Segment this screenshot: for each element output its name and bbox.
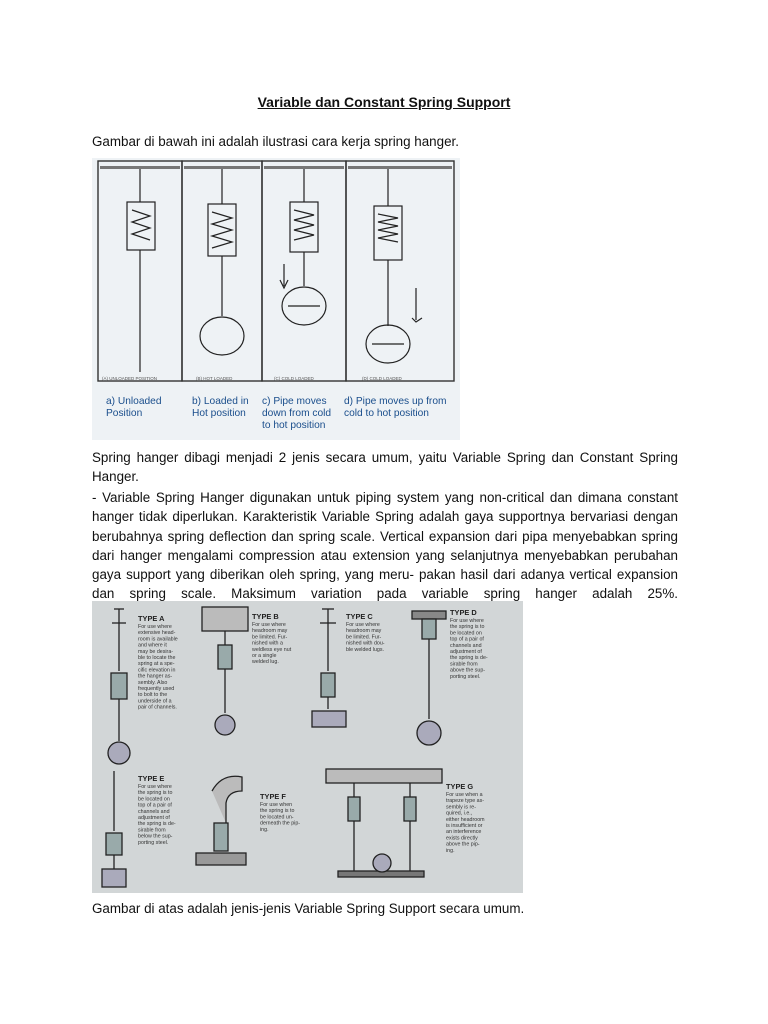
type-desc-line: quired, i.e., xyxy=(446,810,473,817)
paragraph-variable-spring: - Variable Spring Hanger digunakan untuk piping system yang non-critical dan dimana constant hanger tidak diperlukan. Karakteristik Variable Spring adalah gaya supportnya bervariasi dengan berubahnya spring deflection dan spring scale. Vertical expansion dari pipa menyebabkan spring dari hanger mengalami compression atau extension yang selanjutnya menyebabkan perubahan gaya support yang diberikan oleh spring, yang meru- pakan hasil dari adanya vertical expansion dan spring scale. Maksimum variation pada variable spring hanger adalah 25%. xyxy=(92,490,678,602)
type-desc-line: extensive head- xyxy=(138,630,176,637)
type-desc-line: underside of a xyxy=(138,698,172,705)
fig1-label-a-line2: Position xyxy=(106,408,143,419)
type-desc-line: derneath the pip- xyxy=(260,820,301,827)
type-desc-line: exists directly xyxy=(446,835,478,842)
type-desc-line: may be desira- xyxy=(138,648,174,655)
type-desc-line: room is available xyxy=(138,636,178,643)
type-desc-line: porting steel. xyxy=(450,673,481,680)
type-desc-line: welded lug. xyxy=(252,659,279,666)
type-desc-line: above the sup- xyxy=(450,667,486,674)
fig1-label-a-line1: a) Unloaded xyxy=(106,396,162,407)
type-desc-line: headroom may xyxy=(346,628,382,635)
type-desc-line: spring at a spe- xyxy=(138,661,175,668)
type-desc-line: or a single xyxy=(252,653,277,659)
type-title-d: TYPE D xyxy=(450,608,477,617)
type-desc-line: the hanger as- xyxy=(138,673,173,680)
type-desc-line: porting steel. xyxy=(138,839,169,846)
type-desc-line: sembly. Also xyxy=(138,679,168,686)
type-desc-line: to bolt to the xyxy=(138,692,168,699)
fig1-label-b-line2: Hot position xyxy=(192,408,246,419)
type-desc-line: be limited. Fur- xyxy=(252,634,288,641)
type-desc-line: sembly is re- xyxy=(446,804,477,811)
type-desc-line: headroom may xyxy=(252,628,288,635)
type-title-e: TYPE E xyxy=(138,774,165,783)
type-desc-line: For use where xyxy=(450,618,484,624)
type-title-a: TYPE A xyxy=(138,614,165,623)
fig1-small-label-d: (D) COLD LOADED xyxy=(362,376,402,381)
type-desc-line: either headroom xyxy=(446,816,485,823)
type-desc-line: the spring is de- xyxy=(138,821,176,828)
type-title-c: TYPE C xyxy=(346,612,373,621)
type-desc-line: be limited. Fur- xyxy=(346,634,382,641)
type-desc-line: an interference xyxy=(446,829,482,836)
type-desc-line: be located on xyxy=(138,796,170,803)
type-title-g: TYPE G xyxy=(446,782,474,791)
caption-spring-types: Gambar di atas adalah jenis-jenis Variable Spring Support secara umum. xyxy=(92,901,525,916)
type-desc-line: nished with dou- xyxy=(346,640,385,647)
type-desc-line: For use where xyxy=(252,622,286,628)
type-desc-line: sirable from xyxy=(138,827,166,834)
type-desc-line: the spring is to xyxy=(260,808,295,815)
type-desc-line: be located on xyxy=(450,630,482,637)
type-desc-line: top of a pair of xyxy=(138,802,172,809)
type-desc-line: be located un- xyxy=(260,814,294,821)
type-desc-line: ble to locate the xyxy=(138,655,176,661)
type-desc-line: trapeze type as- xyxy=(446,798,484,805)
type-desc-line: top of a pair of xyxy=(450,636,484,643)
spring-support-types-figure xyxy=(92,601,523,893)
type-desc-line: weldless eye nut xyxy=(252,646,292,653)
fig1-label-d-line2: cold to hot position xyxy=(344,408,429,419)
type-desc-line: adjustment of xyxy=(138,815,170,821)
type-desc-line: is insufficient or xyxy=(446,823,483,829)
type-desc-line: adjustment of xyxy=(450,649,482,655)
type-desc-line: above the pip- xyxy=(446,841,480,848)
type-desc-line: below the sup- xyxy=(138,833,173,840)
type-desc-line: For use when xyxy=(260,802,293,808)
document-title: Variable dan Constant Spring Support xyxy=(257,94,511,110)
type-desc-line: the spring is de- xyxy=(450,655,488,662)
type-desc-line: cific elevation in xyxy=(138,667,176,674)
type-desc-line: ing. xyxy=(446,847,455,854)
type-desc-line: For use where xyxy=(346,622,380,628)
type-desc-line: frequently used xyxy=(138,686,175,692)
fig1-label-c-line1: c) Pipe moves xyxy=(262,396,327,407)
fig1-label-c-line3: to hot position xyxy=(262,420,326,431)
intro-paragraph: Gambar di bawah ini adalah ilustrasi cara kerja spring hanger. xyxy=(92,134,459,149)
type-desc-line: sirable from xyxy=(450,661,478,668)
fig1-label-d-line1: d) Pipe moves up from xyxy=(344,396,447,407)
spring-hanger-illustration xyxy=(92,158,460,440)
type-desc-line: the spring is to xyxy=(138,790,173,797)
fig1-small-label-c: (C) COLD LOADED xyxy=(274,376,314,381)
type-title-b: TYPE B xyxy=(252,612,279,621)
type-desc-line: channels and xyxy=(450,642,482,649)
fig1-small-label-a: (A) UNLOADED POSITION xyxy=(102,376,158,381)
type-desc-line: and where it xyxy=(138,642,167,649)
fig1-label-c-line2: down from cold xyxy=(262,408,332,419)
type-desc-line: For use where xyxy=(138,784,172,790)
fig1-label-b-line1: b) Loaded in xyxy=(192,396,249,407)
type-desc-line: ble welded lugs. xyxy=(346,646,384,653)
type-desc-line: ing. xyxy=(260,826,269,833)
type-desc-line: For use when a xyxy=(446,792,483,798)
type-desc-line: pair of channels. xyxy=(138,704,177,711)
type-desc-line: For use where xyxy=(138,624,172,630)
type-desc-line: the spring is to xyxy=(450,624,485,631)
fig1-small-label-b: (B) HOT LOADED xyxy=(196,376,233,381)
paragraph-spring-types: Spring hanger dibagi menjadi 2 jenis secara umum, yaitu Variable Spring dan Constant Spring Hanger. xyxy=(92,450,678,485)
type-title-f: TYPE F xyxy=(260,792,286,801)
type-desc-line: nished with a xyxy=(252,640,283,647)
type-desc-line: channels and xyxy=(138,808,170,815)
